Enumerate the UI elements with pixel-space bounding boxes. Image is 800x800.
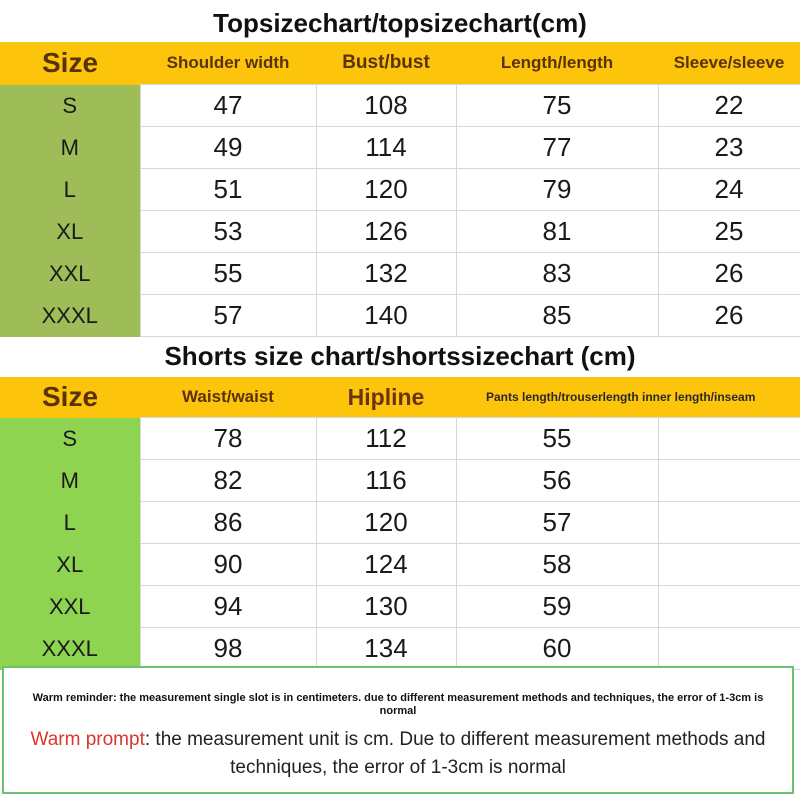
empty-cell bbox=[658, 418, 800, 460]
size-label: M bbox=[0, 460, 140, 502]
size-label: XXL bbox=[0, 253, 140, 295]
pants-length-value: 56 bbox=[456, 460, 658, 502]
size-label: L bbox=[0, 169, 140, 211]
sleeve-value: 26 bbox=[658, 295, 800, 337]
sleeve-value: 26 bbox=[658, 253, 800, 295]
shoulder-value: 57 bbox=[140, 295, 316, 337]
sleeve-value: 24 bbox=[658, 169, 800, 211]
waist-value: 86 bbox=[140, 502, 316, 544]
hipline-value: 130 bbox=[316, 586, 456, 628]
size-label: L bbox=[0, 502, 140, 544]
size-label: M bbox=[0, 127, 140, 169]
column-header-size: Size bbox=[0, 42, 140, 85]
shoulder-value: 51 bbox=[140, 169, 316, 211]
shorts-size-table bbox=[0, 377, 800, 670]
column-header-length: Length/length bbox=[456, 42, 658, 85]
shoulder-value: 49 bbox=[140, 127, 316, 169]
waist-value: 90 bbox=[140, 544, 316, 586]
hipline-value: 116 bbox=[316, 460, 456, 502]
shoulder-value: 47 bbox=[140, 85, 316, 127]
empty-cell bbox=[658, 544, 800, 586]
hipline-value: 120 bbox=[316, 502, 456, 544]
pants-length-value: 60 bbox=[456, 628, 658, 670]
measurement-notice bbox=[2, 666, 794, 794]
hipline-value: 112 bbox=[316, 418, 456, 460]
shorts-size-chart-title: Shorts size chart/shortssizechart (cm) bbox=[164, 341, 636, 371]
column-header-hipline: Hipline bbox=[316, 377, 456, 418]
pants-length-value: 57 bbox=[456, 502, 658, 544]
sleeve-value: 25 bbox=[658, 211, 800, 253]
length-value: 75 bbox=[456, 85, 658, 127]
size-label: XL bbox=[0, 544, 140, 586]
pants-length-value: 59 bbox=[456, 586, 658, 628]
length-value: 83 bbox=[456, 253, 658, 295]
top-size-table bbox=[0, 42, 800, 337]
table-row bbox=[0, 544, 800, 586]
warm-prompt-label: Warm prompt bbox=[30, 729, 145, 750]
column-header-waist: Waist/waist bbox=[140, 377, 316, 418]
waist-value: 78 bbox=[140, 418, 316, 460]
bust-value: 120 bbox=[316, 169, 456, 211]
shoulder-value: 55 bbox=[140, 253, 316, 295]
warm-reminder-text: Warm reminder: the measurement single slot is in centimeters. due to different measurement methods and techniques, the error of 1-3cm is normal bbox=[32, 692, 764, 717]
table-header-row bbox=[0, 377, 800, 418]
warm-prompt-text bbox=[14, 726, 782, 782]
bust-value: 126 bbox=[316, 211, 456, 253]
waist-value: 82 bbox=[140, 460, 316, 502]
size-label: XXL bbox=[0, 586, 140, 628]
empty-cell bbox=[658, 628, 800, 670]
column-header-size: Size bbox=[0, 377, 140, 418]
column-header-sleeve: Sleeve/sleeve bbox=[658, 42, 800, 85]
size-label: XXXL bbox=[0, 628, 140, 670]
column-header-bust: Bust/bust bbox=[316, 42, 456, 85]
table-row bbox=[0, 253, 800, 295]
size-label: S bbox=[0, 85, 140, 127]
bust-value: 140 bbox=[316, 295, 456, 337]
table-row bbox=[0, 460, 800, 502]
table-row bbox=[0, 85, 800, 127]
bust-value: 108 bbox=[316, 85, 456, 127]
empty-cell bbox=[658, 586, 800, 628]
length-value: 81 bbox=[456, 211, 658, 253]
size-label: XXXL bbox=[0, 295, 140, 337]
table-row bbox=[0, 628, 800, 670]
length-value: 85 bbox=[456, 295, 658, 337]
shoulder-value: 53 bbox=[140, 211, 316, 253]
sleeve-value: 23 bbox=[658, 127, 800, 169]
size-label: XL bbox=[0, 211, 140, 253]
hipline-value: 134 bbox=[316, 628, 456, 670]
waist-value: 94 bbox=[140, 586, 316, 628]
length-value: 79 bbox=[456, 169, 658, 211]
waist-value: 98 bbox=[140, 628, 316, 670]
table-row bbox=[0, 127, 800, 169]
table-row bbox=[0, 586, 800, 628]
top-size-chart-title: Topsizechart/topsizechart(cm) bbox=[213, 8, 587, 38]
table-row bbox=[0, 211, 800, 253]
bust-value: 132 bbox=[316, 253, 456, 295]
warm-prompt-body: : the measurement unit is cm. Due to different measurement methods and techniques, the error of 1-3cm is normal bbox=[144, 729, 766, 778]
bust-value: 114 bbox=[316, 127, 456, 169]
column-header-shoulder: Shoulder width bbox=[140, 42, 316, 85]
pants-length-value: 58 bbox=[456, 544, 658, 586]
length-value: 77 bbox=[456, 127, 658, 169]
table-row bbox=[0, 418, 800, 460]
size-label: S bbox=[0, 418, 140, 460]
sleeve-value: 22 bbox=[658, 85, 800, 127]
table-header-row bbox=[0, 42, 800, 85]
table-row bbox=[0, 502, 800, 544]
table-row bbox=[0, 169, 800, 211]
table-row bbox=[0, 295, 800, 337]
pants-length-value: 55 bbox=[456, 418, 658, 460]
hipline-value: 124 bbox=[316, 544, 456, 586]
empty-cell bbox=[658, 502, 800, 544]
column-header-pants-length: Pants length/trouserlength inner length/inseam bbox=[456, 377, 800, 418]
empty-cell bbox=[658, 460, 800, 502]
